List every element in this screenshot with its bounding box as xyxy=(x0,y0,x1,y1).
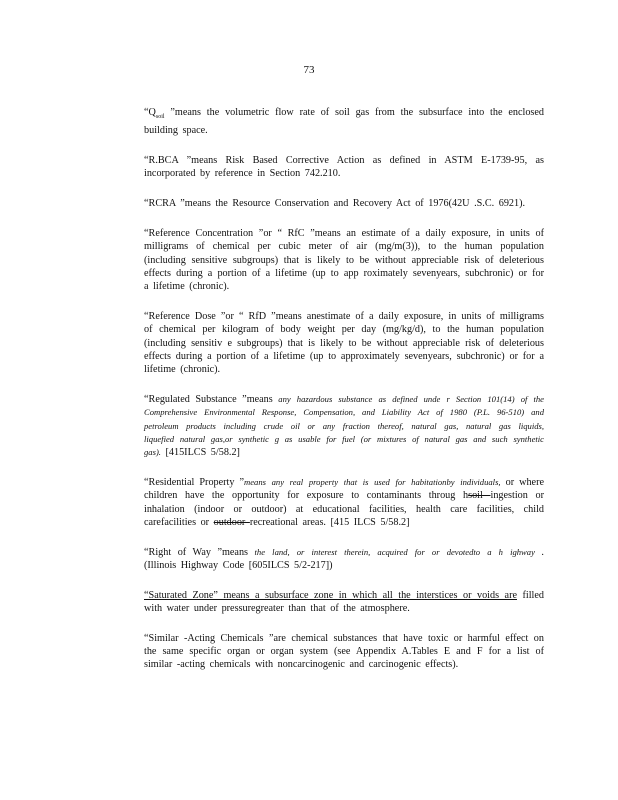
row-statutory-text: the land, or interest therein, acquired for or devotedto a h ighway xyxy=(254,546,535,557)
regulated-statutory-text: any hazardous substance as defined unde r Section 101(14) of the Comprehensive Environmental Response, Compensation, and Liability Act of 1980 (P.L. 96-510) and petroleum products including crude oil or any fraction thereof, natural gas, natural gas liquids, liquefied natural gas,or synthetic g as usable for fuel (or mixtures of natural gas and such synthetic gas). xyxy=(144,393,545,458)
residential-statutory-text: means any real property that is used for habitationby individuals, xyxy=(244,476,501,487)
q-soil-subscript: soil xyxy=(155,114,165,121)
row-citation: . (Illinois Highway Code [605ILCS 5/2-217]) xyxy=(144,546,544,571)
definition-rbca: “R.BCA ”means Risk Based Corrective Action as defined in ASTM E-1739-95, as incorporated by reference in Section 742.210. xyxy=(144,155,544,180)
page-number: 73 xyxy=(303,64,315,76)
residential-struck-outdoor: outdoor xyxy=(213,516,250,528)
regulated-citation: [415ILCS 5/58.2] xyxy=(160,447,240,459)
saturated-text: filled with water under pressuregreater than that of the atmosphere. xyxy=(144,589,544,615)
definition-reference-dose: “Reference Dose ”or “ RfD ”means anestimate of a daily exposure, in units of milligrams of chemical per kilogram of body weight per day (mg/kg/d), to the human population (including sensitiv e subgroups) that is likely to be without appreciable risk of deleterious effects during a portion of a lifetime (up to approximately sevenyears, subchronic) or for a lifetime (chronic). xyxy=(144,311,544,376)
saturated-underlined-text: “Saturated Zone” means a subsurface zone in which all the interstices or voids are xyxy=(144,589,517,601)
residential-struck-soil: soil xyxy=(468,490,491,502)
definition-reference-concentration: “Reference Concentration ”or “ RfC ”means an estimate of a daily exposure, in units of milligrams of chemical per cubic meter of air (mg/m(3)), to the human population (including sensitive subgroups) that is likely to be without appreciable risk of deleterious effects during a portion of a lifetime (up to app roximately sevenyears, subchronic) or for a lifetime (chronic). xyxy=(144,228,544,293)
definition-q-soil xyxy=(144,106,544,138)
q-soil-text: ”means the volumetric flow rate of soil gas from the subsurface into the enclosed building space. xyxy=(144,107,544,137)
definition-similar-acting-chemicals: “Similar -Acting Chemicals ”are chemical substances that have toxic or harmful effect on the same specific organ or organ system (see Appendix A.Tables E and F for a list of similar -acting chemicals with noncarcinogenic and carcinogenic effects). xyxy=(144,632,544,671)
regulated-lead: “Regulated Substance ”means xyxy=(144,393,279,405)
residential-text-2: ingestion or inhalation (indoor or outdoor) at educational facilities, health care facilities, child carefacilities or xyxy=(144,490,544,528)
definitions-list xyxy=(144,106,544,688)
residential-lead: “Residential Property ” xyxy=(144,476,245,488)
residential-text-1: or where children have the opportunity for exposure to contaminants throug h xyxy=(144,476,544,502)
definition-saturated-zone xyxy=(144,589,544,616)
definition-residential-property xyxy=(144,476,544,529)
definition-regulated-substance xyxy=(144,393,544,459)
q-soil-open: “Q xyxy=(144,107,156,118)
row-lead: “Right of Way ”means xyxy=(144,546,255,558)
definition-rcra: “RCRA ”means the Resource Conservation and Recovery Act of 1976(42U .S.C. 6921). xyxy=(144,198,526,210)
definition-right-of-way xyxy=(144,546,544,573)
residential-citation: recreational areas. [415 ILCS 5/58.2] xyxy=(249,516,410,528)
